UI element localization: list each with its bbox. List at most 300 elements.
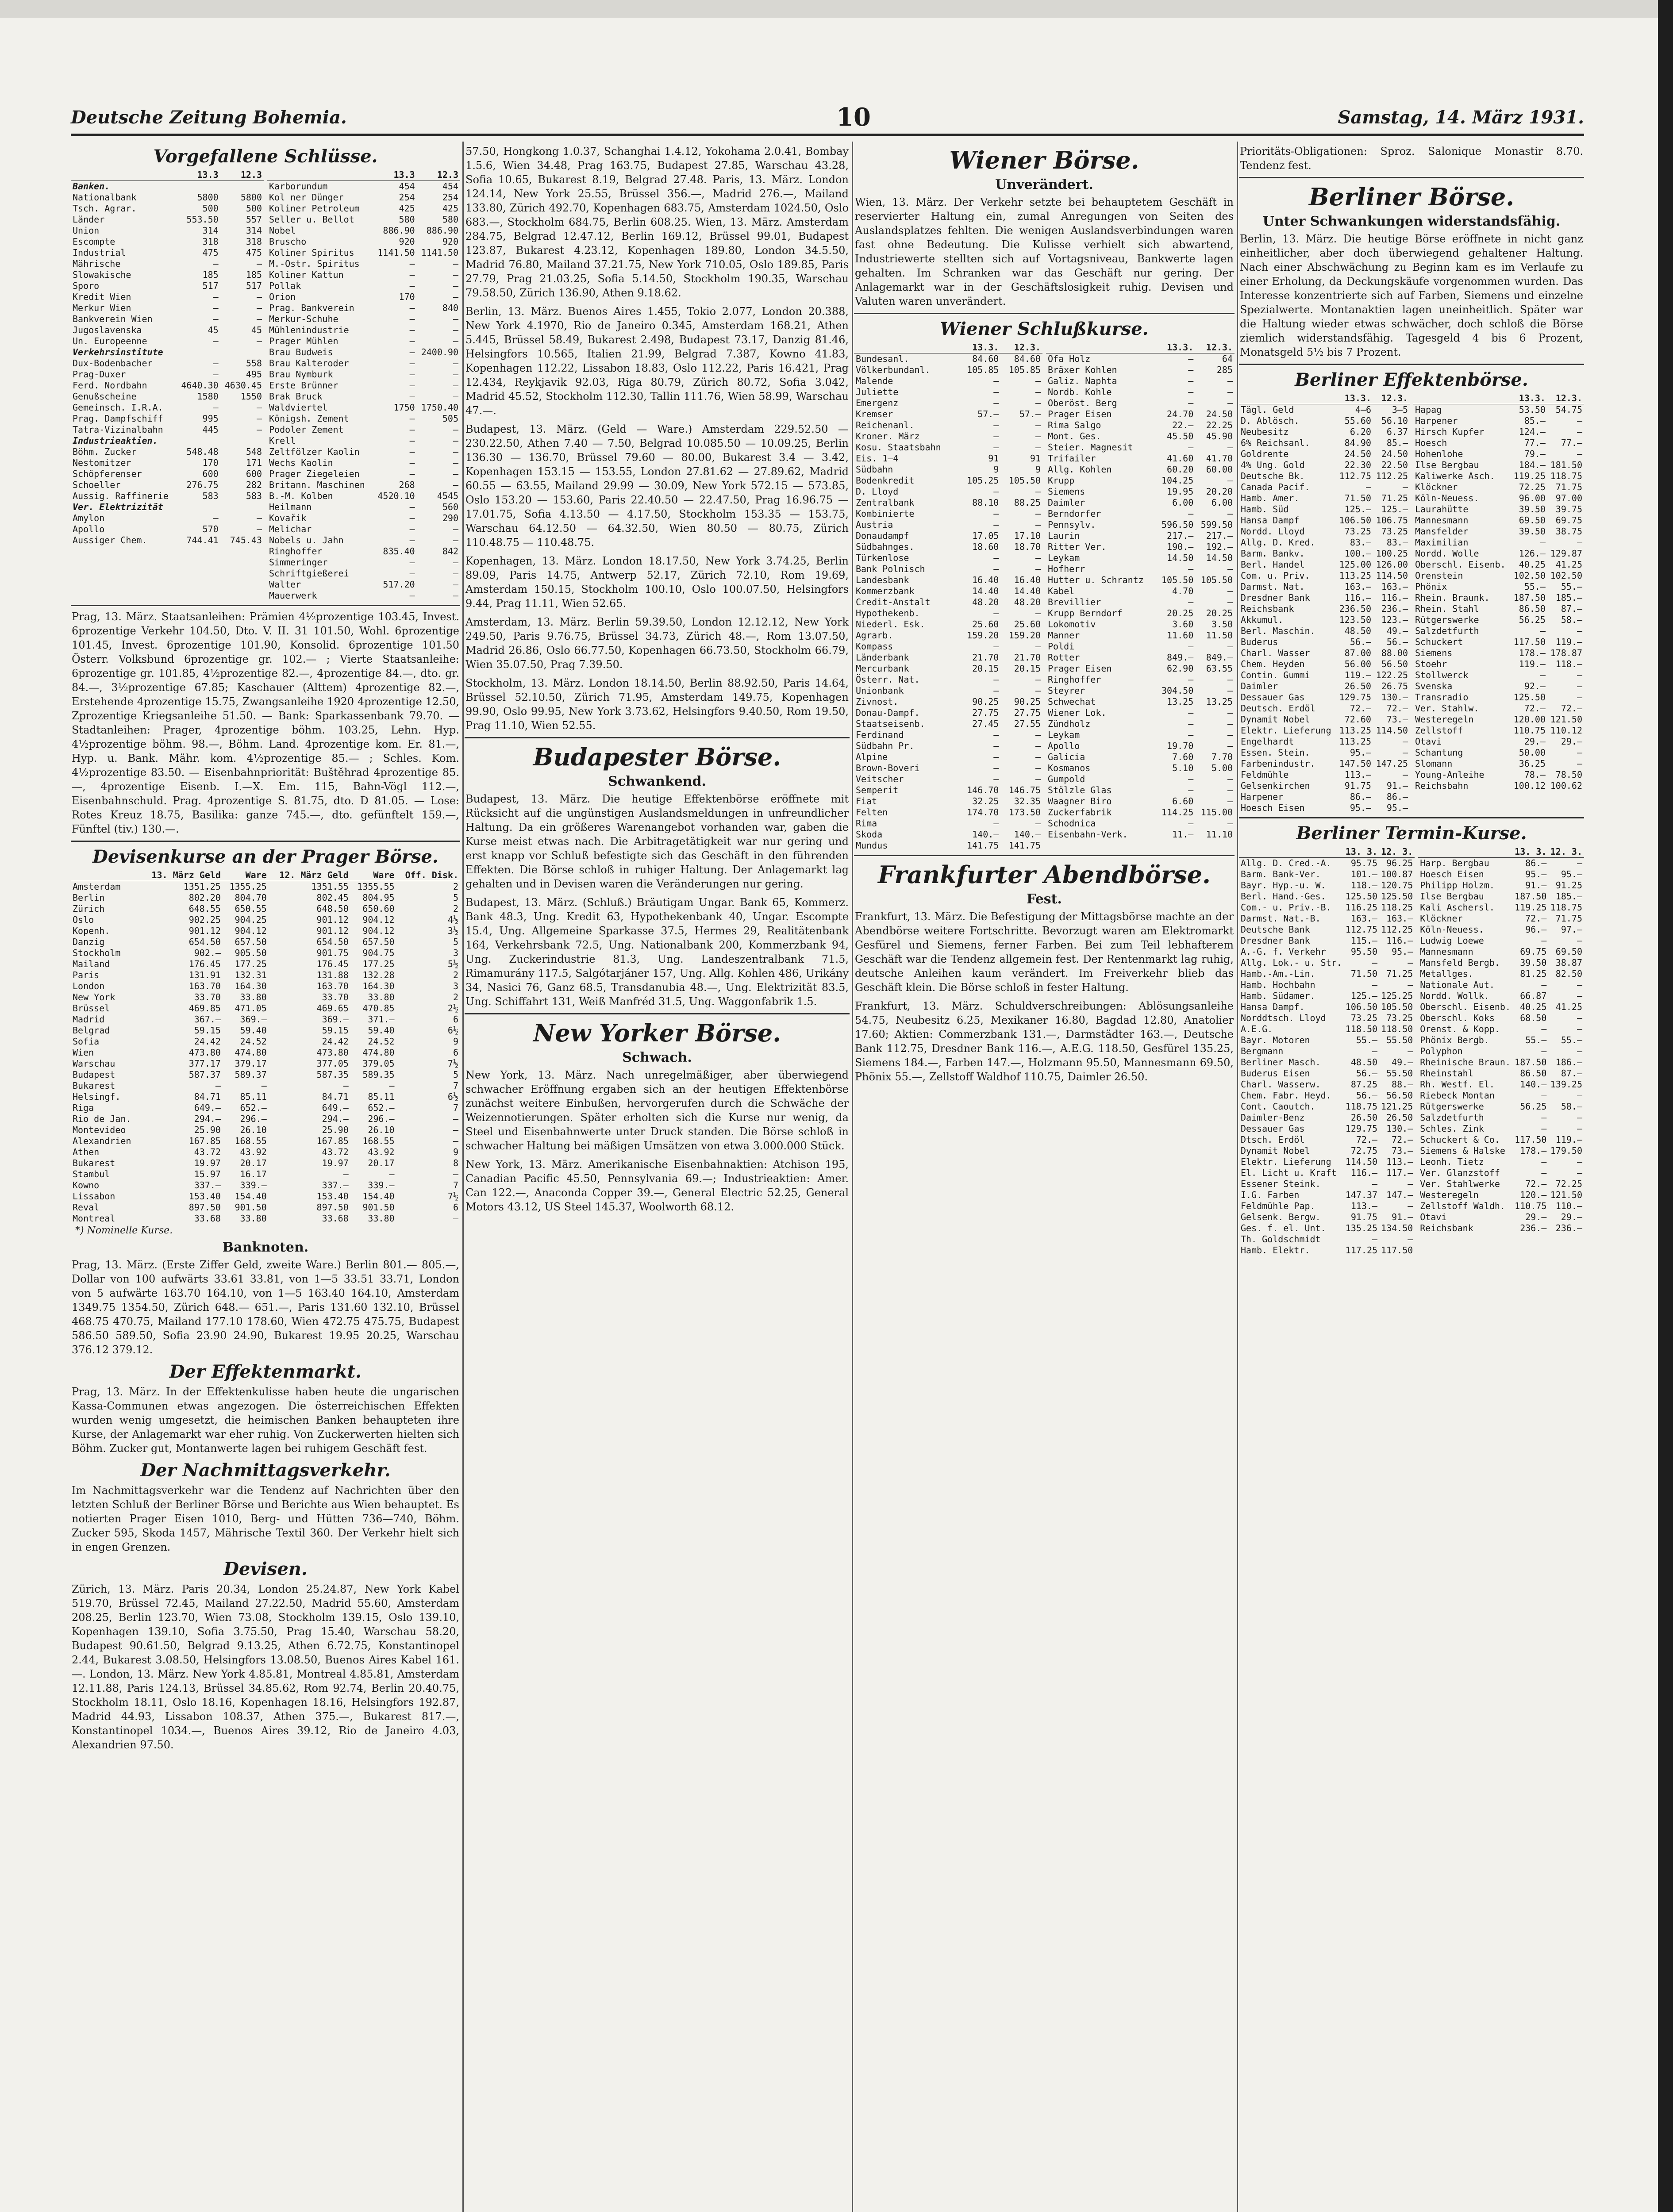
quote-value: 33.70 bbox=[322, 992, 349, 1002]
security-name: Kopenh. bbox=[73, 926, 110, 936]
quote-row bbox=[1413, 570, 1584, 581]
security-name: Barm. Bank-Ver. bbox=[1241, 869, 1321, 879]
quote-value: 6 bbox=[453, 1014, 458, 1025]
security-name: Amsterdam bbox=[73, 881, 121, 892]
security-name: Otavi bbox=[1420, 1212, 1447, 1222]
quote-value: 95.— bbox=[1392, 946, 1413, 957]
security-name: Österr. Nat. bbox=[856, 674, 920, 685]
quote-value: 85.11 bbox=[240, 1091, 267, 1102]
security-name: D. Ablösch. bbox=[1241, 415, 1300, 426]
security-name: Mannesmann bbox=[1420, 946, 1473, 957]
quote-row bbox=[854, 508, 1042, 519]
quote-value: 558 bbox=[246, 358, 262, 369]
section-title-wiener: Wiener Börse. bbox=[949, 146, 1139, 174]
quote-row bbox=[854, 420, 1042, 431]
scan-edge-top bbox=[0, 0, 1673, 18]
quote-row bbox=[854, 741, 1042, 752]
quote-row bbox=[1239, 482, 1410, 493]
quote-value: 904.12 bbox=[235, 926, 267, 936]
category-row bbox=[71, 347, 264, 358]
quote-row bbox=[1046, 730, 1235, 741]
quote-value: — bbox=[1402, 736, 1408, 747]
security-name: Rhein. Braunk. bbox=[1415, 592, 1490, 603]
quote-row bbox=[1046, 707, 1235, 718]
quote-value: 73.25 bbox=[1381, 526, 1408, 537]
security-name: Fiat bbox=[856, 796, 877, 806]
quote-row bbox=[71, 1158, 460, 1169]
quote-row bbox=[267, 590, 460, 601]
quote-value: — bbox=[213, 314, 219, 324]
quote-value: — bbox=[1227, 741, 1233, 751]
quote-value: 71.25 bbox=[1386, 968, 1413, 979]
security-name: Ludwig Loewe bbox=[1420, 935, 1484, 946]
quote-value: — bbox=[409, 446, 415, 457]
quote-value: 105.50 bbox=[1161, 575, 1194, 585]
quote-row bbox=[1046, 718, 1235, 730]
quote-value: — bbox=[1188, 564, 1194, 574]
quote-value: — bbox=[1408, 979, 1413, 990]
quote-value: — bbox=[453, 1213, 458, 1224]
security-name: Dessauer Gas bbox=[1241, 692, 1305, 703]
quote-value: — bbox=[1577, 670, 1582, 680]
quote-value: — bbox=[409, 524, 415, 534]
quote-row bbox=[71, 1102, 460, 1114]
quote-value: — bbox=[343, 1169, 349, 1179]
quote-value: 59.40 bbox=[240, 1025, 267, 1036]
quote-value: 40.25 bbox=[1520, 1002, 1547, 1012]
quote-value: 9 bbox=[453, 1036, 458, 1047]
quote-value: 146.70 bbox=[967, 785, 999, 795]
quote-value: 88.25 bbox=[1014, 497, 1041, 508]
quote-value: 20.20 bbox=[1206, 486, 1233, 497]
quote-value: 369.— bbox=[322, 1014, 349, 1025]
security-name: Rhein. Stahl bbox=[1415, 603, 1479, 614]
quote-row bbox=[1413, 592, 1584, 603]
quote-row bbox=[1239, 968, 1415, 979]
section-title-effekten: Berliner Effektenbörse. bbox=[1295, 369, 1528, 390]
quote-row bbox=[1413, 426, 1584, 438]
quote-value: — bbox=[1541, 1156, 1547, 1167]
security-name: Leykam bbox=[1048, 730, 1080, 740]
quote-value: 55.— bbox=[1561, 581, 1582, 592]
quote-value: 27.45 bbox=[972, 718, 999, 729]
quote-row bbox=[1239, 438, 1410, 449]
quote-row bbox=[1418, 1057, 1584, 1068]
security-name: Polyphon bbox=[1420, 1046, 1463, 1056]
quote-value: 60.20 bbox=[1167, 464, 1194, 475]
security-name: Slowakische bbox=[73, 269, 131, 280]
quote-value: — bbox=[409, 369, 415, 380]
quote-value: 26.50 bbox=[1350, 1112, 1378, 1123]
divider bbox=[1239, 364, 1584, 365]
security-name: Austria bbox=[856, 519, 893, 530]
quote-value: 901.75 bbox=[316, 948, 349, 958]
quote-row bbox=[1046, 741, 1235, 752]
quote-value: 475 bbox=[246, 247, 262, 258]
quote-value: 153.40 bbox=[316, 1191, 349, 1202]
quote-value: 72.75 bbox=[1350, 1145, 1378, 1156]
quote-value: 29.— bbox=[1561, 736, 1582, 747]
security-name: Prag-Duxer bbox=[73, 369, 126, 380]
effekten-left-table bbox=[1239, 393, 1410, 814]
quote-value: — bbox=[1188, 818, 1194, 829]
quote-value: — bbox=[993, 641, 999, 652]
quote-value: — bbox=[1188, 718, 1194, 729]
quote-row bbox=[1239, 913, 1415, 924]
quote-row bbox=[267, 535, 460, 546]
quote-value: 840 bbox=[442, 303, 458, 313]
quote-value: — bbox=[453, 1169, 458, 1179]
kopenhagen-rates-text: Kopenhagen, 13. März. London 18.17.50, New York 3.74.25, Berlin 89.09, Paris 14.75, Antwerp 52.17, Zürich 72.10, Rom 19.69, Amsterdam 150.15, Stockholm 100.10, Oslo 100.07.50, Helsingfors 9.44, Prag 11.11, Wien 52.65. bbox=[465, 555, 849, 610]
quote-row bbox=[1413, 537, 1584, 548]
security-name: Ver. Stahlwerke bbox=[1420, 1179, 1500, 1189]
quote-value: — bbox=[409, 557, 415, 568]
quote-value: — bbox=[1372, 1234, 1378, 1244]
security-name: Orenstein bbox=[1415, 570, 1463, 581]
quote-value: — bbox=[453, 314, 458, 324]
quote-value: 141.75 bbox=[1008, 840, 1041, 851]
quote-value: 132.31 bbox=[235, 970, 267, 980]
quote-value: 130.— bbox=[1386, 1123, 1413, 1134]
section-title-devisen: Devisen. bbox=[223, 1559, 308, 1579]
newyork-tendency: Schwach. bbox=[622, 1050, 692, 1065]
quote-value: — bbox=[993, 553, 999, 563]
quote-value: 105.85 bbox=[1008, 365, 1041, 375]
quote-value: 123.50 bbox=[1339, 614, 1371, 625]
quote-row bbox=[1413, 736, 1584, 747]
divider bbox=[854, 313, 1235, 314]
quote-value: 58.— bbox=[1561, 614, 1582, 625]
security-name: Bruscho bbox=[269, 236, 307, 247]
security-name: Zürich bbox=[73, 903, 105, 914]
amsterdam-rates-text: Amsterdam, 13. März. Berlin 59.39.50, London 12.12.12, New York 249.50, Paris 9.76.75, Brüssel 34.73, Zürich 48.—, Rom 13.07.50, Madrid 26.86, Oslo 66.77.50, Kopenhagen 66.73.50, Stockholm 66.79, Wien 35.07.50, Prag 7.39.50. bbox=[465, 616, 849, 671]
security-name: Länder bbox=[73, 214, 105, 225]
quote-value: — bbox=[1577, 537, 1582, 548]
security-name: Mont. Ges. bbox=[1048, 431, 1101, 442]
quote-row bbox=[1239, 515, 1410, 526]
quote-row bbox=[1413, 515, 1584, 526]
security-name: Slomann bbox=[1415, 758, 1453, 769]
quote-row bbox=[1046, 475, 1235, 486]
quote-value: — bbox=[256, 424, 262, 435]
security-name: Ilse Bergbau bbox=[1415, 460, 1479, 470]
quote-value: — bbox=[1577, 626, 1582, 636]
quote-value: 187.50 bbox=[1515, 891, 1547, 902]
quote-value: 163.70 bbox=[188, 981, 221, 991]
quote-value: 53.50 bbox=[1519, 404, 1546, 415]
security-name: Veitscher bbox=[856, 774, 904, 784]
foreign-rates-text: 57.50, Hongkong 1.0.37, Schanghai 1.4.12, Yokohama 2.0.41, Bombay 1.5.6, Wien 34.48, Prag 163.75, Budapest 27.85, Warschau 43.28, Sofia 10.65, Bukarest 8.19, Belgrad 27.48. Paris, 13. März. London 124.14, New York 25.55, Brüssel 356.—, Madrid 276.—, Mailand 133.80, Zürich 492.70, Kopenhagen 683.75, Amsterdam 1024.50, Oslo 683.—, Stockholm 684.75, Berlin 608.25. Wien, 13. März. Amsterdam 284.75, Belgrad 12.47.12, Berlin 169.12, Brüssel 99.01, Budapest 123.87, Bukarest 4.23.12, Kopenhagen 189.80, London 34.5.50, Madrid 76.80, Mailand 37.21.75, New York 710.05, Oslo 189.85, Paris 27.79, Prag 21.03.25, Sofia 5.14.50, Stockholm 190.35, Warschau 79.58.50, Zürich 136.90, Athen 9.18.62. bbox=[465, 145, 849, 299]
quote-row bbox=[1239, 1190, 1415, 1201]
quote-value: 79.— bbox=[1524, 449, 1546, 459]
quote-value: 22.— bbox=[1172, 420, 1194, 430]
quote-value: 920 bbox=[399, 236, 415, 247]
quote-value: 318 bbox=[246, 236, 262, 247]
security-name: Nobels u. Jahn bbox=[269, 535, 344, 545]
quote-value: 804.70 bbox=[235, 892, 267, 903]
devisen-header-cell: Off. Disk. bbox=[396, 870, 460, 881]
quote-value: 100.12 bbox=[1513, 780, 1546, 791]
quote-value: — bbox=[453, 590, 458, 601]
quote-value: 163.— bbox=[1350, 913, 1378, 924]
security-name: Merkur Wien bbox=[73, 303, 131, 313]
quote-value: — bbox=[256, 336, 262, 346]
security-name: Rotter bbox=[1048, 652, 1080, 663]
security-name: Budapest bbox=[73, 1069, 115, 1080]
quote-value: 69.50 bbox=[1519, 515, 1546, 526]
quote-value: — bbox=[1035, 674, 1041, 685]
quote-value: — bbox=[1541, 1024, 1547, 1034]
quote-value: 24.50 bbox=[1381, 449, 1408, 459]
devisen-footnote: *) Nominelle Kurse. bbox=[75, 1225, 173, 1236]
quote-row bbox=[1239, 1068, 1415, 1079]
quote-value: 1141.50 bbox=[421, 247, 458, 258]
quote-row bbox=[71, 1036, 460, 1047]
quote-value: 294.— bbox=[322, 1114, 349, 1124]
security-name: Hapag bbox=[1415, 404, 1442, 415]
quote-value: 55.60 bbox=[1344, 415, 1371, 426]
quote-value: — bbox=[409, 325, 415, 335]
security-name: Bayr. Hyp.-u. W. bbox=[1241, 880, 1326, 891]
quote-value: — bbox=[1577, 1156, 1582, 1167]
quote-value: 57.— bbox=[977, 409, 999, 419]
quote-value: — bbox=[1227, 818, 1233, 829]
quote-value: 125.00 bbox=[1339, 559, 1371, 570]
termin-left-table bbox=[1239, 846, 1415, 1256]
quote-value: 56.10 bbox=[1381, 415, 1408, 426]
quote-row bbox=[1046, 663, 1235, 674]
quote-value: 6.20 bbox=[1350, 426, 1371, 437]
quote-value: — bbox=[993, 818, 999, 829]
quote-value: 118.75 bbox=[1550, 471, 1582, 481]
quote-value: 154.40 bbox=[362, 1191, 395, 1202]
quote-row bbox=[71, 457, 264, 469]
quote-value: 87.25 bbox=[1350, 1079, 1378, 1090]
security-name: Steyrer bbox=[1048, 685, 1085, 696]
security-name: Reichenanl. bbox=[856, 420, 915, 430]
quote-row bbox=[71, 892, 460, 903]
quote-value: 27.55 bbox=[1014, 718, 1041, 729]
security-name: Mercurbank bbox=[856, 663, 909, 674]
quote-value: — bbox=[1227, 442, 1233, 453]
security-name: Harp. Bergbau bbox=[1420, 858, 1489, 868]
quote-value: 86.50 bbox=[1520, 1068, 1547, 1079]
quote-value: — bbox=[1577, 692, 1582, 703]
quote-row bbox=[71, 402, 264, 413]
quote-value: — bbox=[1035, 387, 1041, 397]
quote-value: — bbox=[1227, 387, 1233, 397]
quote-value: 11.50 bbox=[1206, 630, 1233, 641]
security-name: Kommerzbank bbox=[856, 586, 915, 596]
quote-value: 48.20 bbox=[972, 597, 999, 607]
quote-value: 147.37 bbox=[1345, 1190, 1378, 1200]
security-name: Länderbank bbox=[856, 652, 909, 663]
quote-value: 14.40 bbox=[1014, 586, 1041, 596]
quote-row bbox=[1046, 696, 1235, 707]
quote-value: 43.92 bbox=[368, 1147, 395, 1157]
quote-row bbox=[1418, 1190, 1584, 1201]
security-name: Südbahn bbox=[856, 464, 893, 475]
quote-row bbox=[1239, 460, 1410, 471]
quote-value: 129.75 bbox=[1345, 1123, 1378, 1134]
quote-value: 304.50 bbox=[1161, 685, 1194, 696]
quote-value: 119.— bbox=[1344, 670, 1371, 680]
quote-row bbox=[854, 718, 1042, 730]
quote-row bbox=[1239, 504, 1410, 515]
security-name: Chem. Fabr. Heyd. bbox=[1241, 1090, 1331, 1101]
quote-value: 140.— bbox=[1014, 829, 1041, 840]
quote-value: 296.— bbox=[240, 1114, 267, 1124]
quote-value: 3–5 bbox=[1392, 404, 1408, 415]
quote-value: — bbox=[1035, 508, 1041, 519]
security-name: Schantung bbox=[1415, 747, 1463, 758]
quote-value: — bbox=[453, 1136, 458, 1146]
security-name: Schodnica bbox=[1048, 818, 1096, 829]
header-13-3: 13.3. bbox=[1156, 342, 1196, 353]
quote-row bbox=[1413, 703, 1584, 714]
security-name: Mühlenindustrie bbox=[269, 325, 349, 335]
quote-value: 119.25 bbox=[1515, 902, 1547, 913]
quote-row bbox=[71, 1169, 460, 1180]
quote-value: 68.50 bbox=[1520, 1013, 1547, 1023]
security-name: Maximilian bbox=[1415, 537, 1469, 548]
header-13-3: 13.3 bbox=[373, 169, 416, 181]
security-name: Darmst. Nat. bbox=[1241, 581, 1305, 592]
security-name: Zündholz bbox=[1048, 718, 1091, 729]
security-name: Bankverein Wien bbox=[73, 314, 153, 324]
quote-value: — bbox=[453, 391, 458, 402]
security-name: Metallges. bbox=[1420, 968, 1473, 979]
quote-row bbox=[854, 619, 1042, 630]
security-name: Th. Goldschmidt bbox=[1241, 1234, 1321, 1244]
quote-value: 72.25 bbox=[1519, 482, 1546, 492]
security-name: Engelhardt bbox=[1241, 736, 1294, 747]
quote-row bbox=[1418, 891, 1584, 902]
quote-row bbox=[1239, 703, 1410, 714]
quote-row bbox=[1046, 420, 1235, 431]
quote-value: 88.00 bbox=[1381, 648, 1408, 658]
quote-value: — bbox=[1577, 979, 1582, 990]
header-13-3: 13. 3. bbox=[1513, 846, 1549, 858]
security-name: Südbahn Pr. bbox=[856, 741, 915, 751]
quote-row bbox=[1046, 752, 1235, 763]
security-name: Unionbank bbox=[856, 685, 904, 696]
quote-value: 116.— bbox=[1344, 592, 1371, 603]
security-name: Hoesch Eisen bbox=[1241, 803, 1305, 813]
quote-value: 86.— bbox=[1525, 858, 1547, 868]
quote-row bbox=[1239, 559, 1410, 570]
quote-row bbox=[854, 453, 1042, 464]
quote-value: — bbox=[1188, 730, 1194, 740]
quote-value: 131.88 bbox=[316, 970, 349, 980]
quote-value: — bbox=[1035, 519, 1041, 530]
security-name: Dynamit Nobel bbox=[1241, 1145, 1310, 1156]
quote-row bbox=[267, 203, 460, 214]
quote-value: — bbox=[453, 579, 458, 590]
quote-value: — bbox=[409, 280, 415, 291]
quote-row bbox=[71, 1213, 460, 1224]
quote-value: 190.— bbox=[1167, 541, 1194, 552]
quote-row bbox=[854, 442, 1042, 453]
quote-row bbox=[71, 1147, 460, 1158]
quote-value: 20.17 bbox=[240, 1158, 267, 1168]
quote-value: 164.30 bbox=[362, 981, 395, 991]
header-12-3: 12. 3. bbox=[1548, 846, 1584, 858]
quote-value: 100.87 bbox=[1381, 869, 1413, 879]
quote-value: 181.50 bbox=[1550, 460, 1582, 470]
quote-value: 7½ bbox=[447, 1058, 458, 1069]
quote-value: 39.75 bbox=[1555, 504, 1582, 515]
column-rule bbox=[1237, 142, 1238, 2212]
quote-value: 55.— bbox=[1524, 581, 1546, 592]
security-name: Sofia bbox=[73, 1036, 100, 1047]
quote-value: 178.87 bbox=[1550, 648, 1582, 658]
column-2 bbox=[465, 142, 850, 2212]
quote-value: — bbox=[256, 402, 262, 413]
quote-value: 39.50 bbox=[1520, 957, 1547, 968]
quote-row bbox=[854, 785, 1042, 796]
quote-value: 33.80 bbox=[368, 992, 395, 1002]
quote-value: 285 bbox=[1216, 365, 1233, 375]
quote-value: 88.— bbox=[1392, 1079, 1413, 1090]
quote-row bbox=[1239, 991, 1415, 1002]
security-name: Com.- u. Priv.-B. bbox=[1241, 902, 1331, 913]
security-name: Brown-Boveri bbox=[856, 763, 920, 773]
quote-value: 57.— bbox=[1019, 409, 1041, 419]
quote-value: — bbox=[1408, 957, 1413, 968]
quote-value: 236.— bbox=[1555, 1223, 1582, 1233]
quote-value: — bbox=[1577, 449, 1582, 459]
security-name: Semperit bbox=[856, 785, 899, 795]
security-name: Bodenkredit bbox=[856, 475, 915, 486]
quote-value: — bbox=[1035, 763, 1041, 773]
security-name: Svenska bbox=[1415, 681, 1453, 691]
quote-row bbox=[1239, 681, 1410, 692]
quote-value: 153.40 bbox=[188, 1191, 221, 1202]
quote-row bbox=[1418, 979, 1584, 991]
security-name: Niederl. Esk. bbox=[856, 619, 925, 630]
quote-value: 3 bbox=[453, 981, 458, 991]
quote-value: 33.80 bbox=[240, 1213, 267, 1224]
quote-value: 105.85 bbox=[967, 365, 999, 375]
quote-value: 126.00 bbox=[1376, 559, 1408, 570]
quote-row bbox=[1413, 714, 1584, 725]
quote-value: — bbox=[256, 258, 262, 269]
quote-row bbox=[71, 1091, 460, 1102]
quote-value: — bbox=[213, 513, 219, 523]
quote-value: 25.90 bbox=[194, 1125, 221, 1135]
quote-value: 72.— bbox=[1524, 703, 1546, 714]
frankfurter-quotes-text: Frankfurt, 13. März. Schuldverschreibungen: Ablösungsanleihe 54.75, Neubesitz 6.25, Mexikaner 16.80, Bagdad 12.80, Anatolier 17.60; Aktien: Commerzbank 131.—, Darmstädter 163.—, Deutsche Bank 112.75, Dresdner Bank 116.—, A.E.G. 118.50, Gesfürel 135.25, Siemens 184.—, Farben 147.—, Holzmann 95.50, Mannesmann 69.50, Phönix 55.—, Zellstoff Waldhof 110.75, Daimler 26.50. bbox=[855, 1000, 1234, 1083]
quote-row bbox=[1046, 508, 1235, 519]
quote-value: 802.45 bbox=[316, 892, 349, 903]
quote-value: — bbox=[1035, 818, 1041, 829]
quote-value: 24.42 bbox=[322, 1036, 349, 1047]
quote-value: 40.25 bbox=[1519, 559, 1546, 570]
quote-value: 648.55 bbox=[188, 903, 221, 914]
quote-value: 11.10 bbox=[1206, 829, 1233, 840]
quote-row bbox=[1413, 626, 1584, 637]
quote-row bbox=[854, 409, 1042, 420]
quote-row bbox=[1239, 692, 1410, 703]
quote-value: — bbox=[1035, 376, 1041, 386]
quote-row bbox=[1239, 1079, 1415, 1090]
security-name: Nestomitzer bbox=[73, 457, 131, 468]
quote-value: 85.— bbox=[1524, 415, 1546, 426]
quote-value: 500 bbox=[246, 203, 262, 214]
security-name: Darmst. Nat.-B. bbox=[1241, 913, 1321, 924]
security-name: Aussig. Raffinerie bbox=[73, 491, 169, 501]
